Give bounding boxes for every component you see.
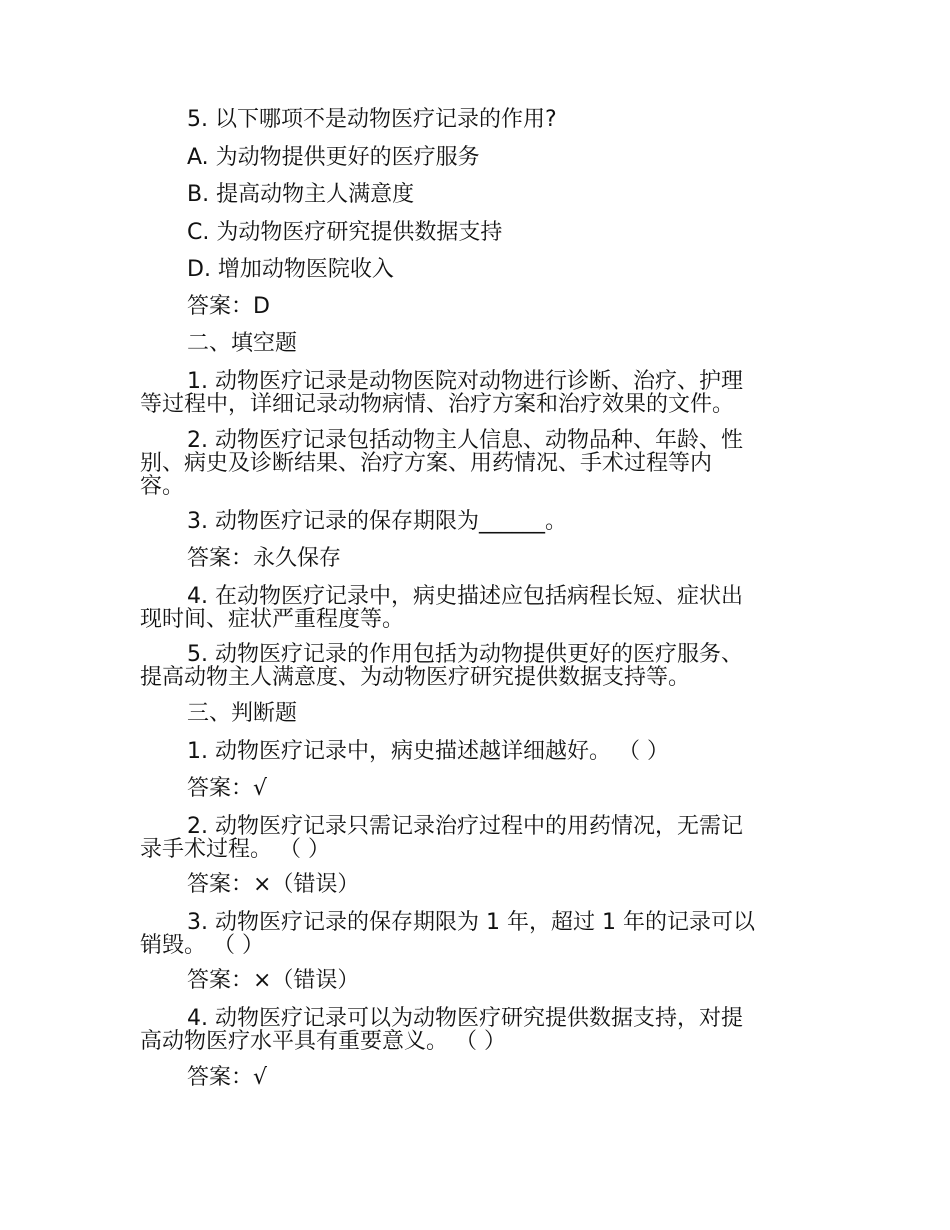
tf-item-2-line-1: 2. 动物医疗记录只需记录治疗过程中的用药情况，无需记 [187, 814, 743, 839]
fill-item-5 [140, 643, 812, 689]
answer-q5: 答案：D [187, 294, 270, 319]
fill-item-1-line-1: 1. 动物医疗记录是动物医院对动物进行诊断、治疗、护理 [187, 369, 743, 394]
fill-item-4-line-2: 现时间、症状严重程度等。 [140, 607, 405, 632]
fill-item-1-line-2: 等过程中，详细记录动物病情、治疗方案和治疗效果的文件。 [140, 392, 735, 417]
answer-tf-3: 答案：×（错误） [187, 968, 360, 993]
tf-item-1: 1. 动物医疗记录中，病史描述越详细越好。 （ ） [187, 739, 669, 764]
fill-item-3: 3. 动物医疗记录的保存期限为______。 [187, 509, 567, 534]
answer-tf-4: 答案：√ [187, 1065, 268, 1090]
fill-item-5-line-1: 5. 动物医疗记录的作用包括为动物提供更好的医疗服务、 [187, 642, 743, 667]
tf-item-3-line-1: 3. 动物医疗记录的保存期限为 1 年，超过 1 年的记录可以 [187, 910, 755, 935]
fill-item-4-line-1: 4. 在动物医疗记录中，病史描述应包括病程长短、症状出 [187, 584, 743, 609]
option-a: A. 为动物提供更好的医疗服务 [187, 145, 480, 170]
fill-item-2-line-1: 2. 动物医疗记录包括动物主人信息、动物品种、年龄、性 [187, 428, 743, 453]
fill-item-1 [140, 370, 812, 416]
tf-item-2-line-2: 录手术过程。 （ ） [140, 837, 330, 862]
option-c: C. 为动物医疗研究提供数据支持 [187, 220, 503, 245]
tf-item-4-line-1: 4. 动物医疗记录可以为动物医疗研究提供数据支持，对提 [187, 1006, 743, 1031]
tf-item-3-line-2: 销毁。 （ ） [140, 933, 264, 958]
question-5-text: 5. 以下哪项不是动物医疗记录的作用? [187, 107, 557, 132]
answer-tf-2: 答案：×（错误） [187, 872, 360, 897]
section-heading-true-false: 三、判断题 [187, 701, 298, 726]
fill-item-5-line-2: 提高动物主人满意度、为动物医疗研究提供数据支持等。 [140, 665, 691, 690]
option-b: B. 提高动物主人满意度 [187, 182, 415, 207]
fill-item-2 [140, 429, 812, 498]
fill-item-4 [140, 585, 812, 631]
tf-item-4-line-2: 高动物医疗水平具有重要意义。 （ ） [140, 1029, 506, 1054]
tf-item-2 [140, 815, 812, 861]
tf-item-4 [140, 1007, 812, 1053]
answer-fill-3: 答案：永久保存 [187, 546, 342, 571]
option-d: D. 增加动物医院收入 [187, 257, 394, 282]
fill-item-2-line-3: 容。 [140, 474, 185, 499]
fill-item-2-line-2: 别、病史及诊断结果、治疗方案、用药情况、手术过程等内 [140, 451, 713, 476]
tf-item-3 [140, 911, 812, 957]
section-heading-fill-blank: 二、填空题 [187, 331, 298, 356]
answer-tf-1: 答案：√ [187, 776, 268, 801]
